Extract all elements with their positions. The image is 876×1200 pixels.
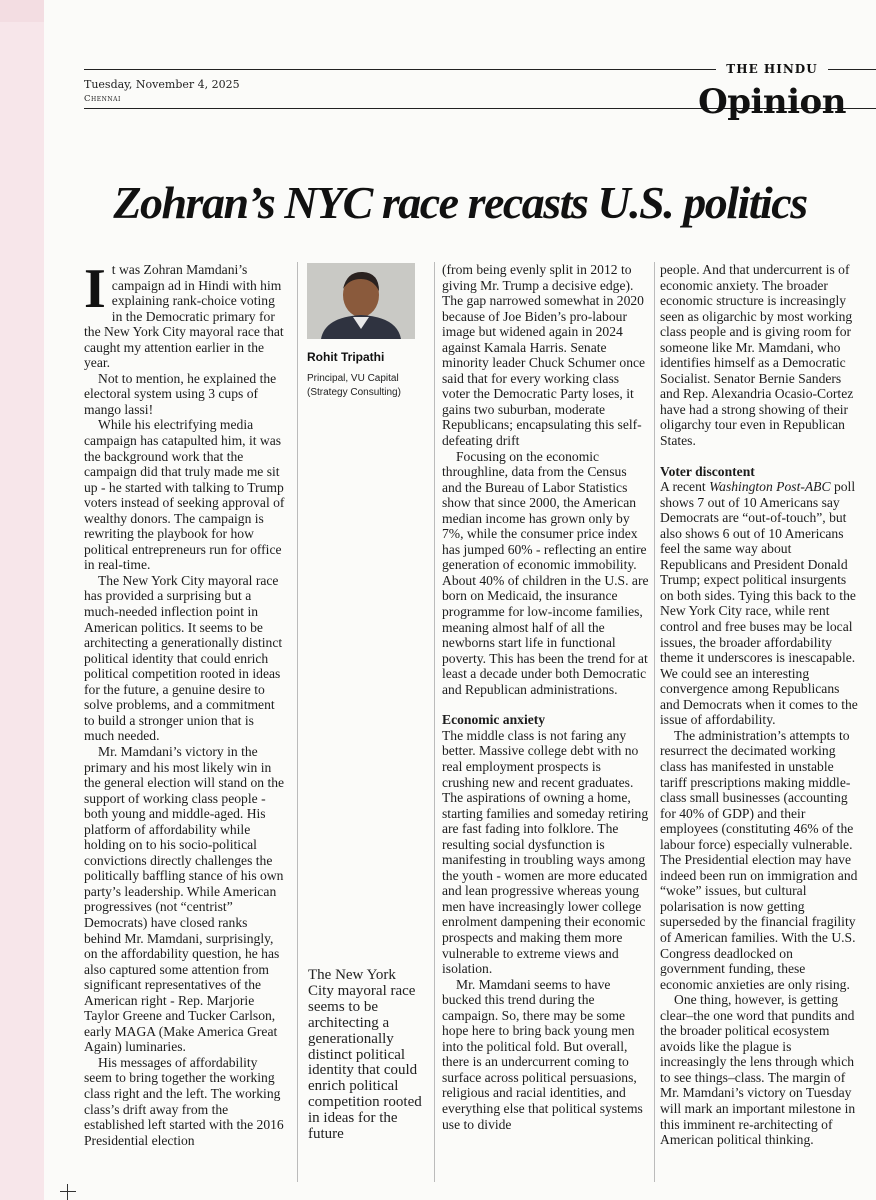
pull-quote: The New York City mayoral race seems to be architecting a generationally distinct political identity that could enrich political competition rooted in ideas for the future xyxy=(308,967,422,1143)
author-name: Rohit Tripathi xyxy=(307,350,385,364)
italic-text: Washington Post-ABC xyxy=(709,479,831,495)
paragraph: Focusing on the economic throughline, data from the Census and the Bureau of Labor Statistics show that since 2000, the American median income has grown only by 7%, while the consumer price index has jumped 60% - reflecting an entire generation of economic immobility. About 40% of children in the U.S. are born on Medicaid, the insurance programme for low-income families, meaning almost half of all the newborns start life in functional poverty. This has been the trend for at least a decade under both Democratic and Republican administrations. xyxy=(442,448,649,697)
paragraph: One thing, however, is getting clear–the one word that pundits and the broader political ecosystem avoids like the plague is increasingly the lens through which to see things–class. The margin of Mr. Mamdani’s victory on Tuesday will mark an important milestone in this imminent re-architecting of American political thinking. xyxy=(660,992,856,1148)
paragraph: Not to mention, he explained the electoral system using 3 cups of mango lassi! xyxy=(84,370,277,417)
paragraph: Mr. Mamdani seems to have bucked this trend during the campaign. So, there may be some hope here to bring back young men into the political fold. But overall, there is an undercurrent coming to surface across political persuasions, religious and racial identities, and everything else that political systems use to divide xyxy=(442,976,643,1132)
edition-city: Chennai xyxy=(84,94,121,104)
text-run: poll shows 7 out of 10 Americans say Democrats are “out-of-touch”, but also shows 6 out of 10 Americans feel the same way about Republicans and President Donald Trump; expect political insurgents on both sides. Tying this back to the New York City race, while rent control and free buses may be local issues, the broader affordability theme it underscores is inescapable. We could see an interesting convergence among Republicans and Democrats when it comes to the issue of affordability. xyxy=(660,479,858,728)
subheading: Voter discontent xyxy=(660,463,755,479)
paragraph: (from being evenly split in 2012 to giving Mr. Trump a decisive edge). The gap narrowed somewhat in 2020 because of Joe Biden’s pro-labour image but widened again in 2024 against Kamala Harris. Senate minority leader Chuck Schumer once said that for every working class voter the Democratic Party loses, it gains two suburban, moderate Republicans; encapsulating this self-defeating drift xyxy=(442,262,646,449)
article-column-1 xyxy=(84,262,287,1182)
author-role: Principal, VU Capital (Strategy Consulting) xyxy=(307,373,401,398)
paragraph xyxy=(660,479,860,728)
paragraph: people. And that undercurrent is of economic anxiety. The broader economic structure is increasingly seen as oligarchic by most working class people and is giving room for someone like Mr. Mamdani, who identifies himself as a Democratic Socialist. Senator Bernie Sanders and Rep. Alexandria Ocasio-Cortez have had a strong showing of their oligarchy tour even in Republican States. xyxy=(660,262,854,449)
article-column-3 xyxy=(442,262,649,1182)
masthead: THE HINDU xyxy=(716,62,828,76)
section-title: Opinion xyxy=(698,82,846,122)
author-photo xyxy=(307,263,415,339)
paragraph: t was Zohran Mamdani’s campaign ad in Hindi with him explaining rank-choice voting in the Democratic primary for the New York City mayoral race that caught my attention earlier in the year. xyxy=(84,262,284,371)
column-divider xyxy=(434,262,435,1182)
publication-date: Tuesday, November 4, 2025 xyxy=(84,78,240,91)
drop-cap: I xyxy=(84,262,106,320)
paragraph: The middle class is not faring any better. Massive college debt with no real employment prospects is crushing new and recent graduates. The aspirations of owning a home, starting families and someday retiring are fast fading into folklore. The resulting social dysfunction is manifesting in troubling ways among the youth - women are more educated and lean progressive whereas young men have increasingly lower college enrolment dampening their economic prospects and making them more vulnerable to extreme views and isolation. xyxy=(442,727,649,977)
author-portrait-icon xyxy=(307,263,415,339)
article-column-4 xyxy=(660,262,860,1182)
paragraph: The New York City mayoral race has provided a surprising but a much-needed inflection point in American politics. It seems to be architecting a generationally distinct political identity that could enrich political competition rooted in ideas for the future, a genuine desire to solve problems, and a commitment to build a stronger union that is much needed. xyxy=(84,572,283,744)
subheading: Economic anxiety xyxy=(442,712,546,728)
crosshair-icon xyxy=(60,1184,76,1200)
paragraph: His messages of affordability seem to bring together the working class right and the left. The working class’s drift away from the established left started with the 2016 Presidential election xyxy=(84,1054,284,1148)
paragraph: While his electrifying media campaign has catapulted him, it was the background work that the campaign did that truly made me sit up - he started with talking to Trump voters instead of seeking approval of wealthy donors. The campaign is rewriting the playbook for how political entrepreneurs run for office in real-time. xyxy=(84,417,285,573)
newspaper-page xyxy=(44,0,876,1200)
headline: Zohran’s NYC race recasts U.S. politics xyxy=(113,177,807,228)
paragraph: The administration’s attempts to resurrect the decimated working class has manifested in unstable tariff prescriptions making middle-class small businesses (accounting for 40% of GDP) and their employees (constituting 46% of the labour force) especially vulnerable. The Presidential election may have indeed been run on immigration and “woke” issues, but cultural polarisation is now getting superseded by the financial fragility of American families. With the U.S. Congress deadlocked on government funding, these economic anxieties are only rising. xyxy=(660,727,858,992)
column-divider xyxy=(654,262,655,1182)
column-divider xyxy=(297,262,298,1182)
paragraph: Mr. Mamdani’s victory in the primary and his most likely win in the general election will stand on the support of working class people - both young and middle-aged. His platform of affordability while holding on to his socio-political convictions directly challenges the politically baffling stance of his own party’s leadership. While American progressives (not “centrist” Democrats) have closed ranks behind Mr. Mamdani, surprisingly, on the affordability question, he has also captured some attention from significant representatives of the American right - Rep. Marjorie Taylor Greene and Tucker Carlson, early MAGA (Make America Great Again) luminaries. xyxy=(84,743,285,1055)
text-run: A recent xyxy=(660,479,710,495)
